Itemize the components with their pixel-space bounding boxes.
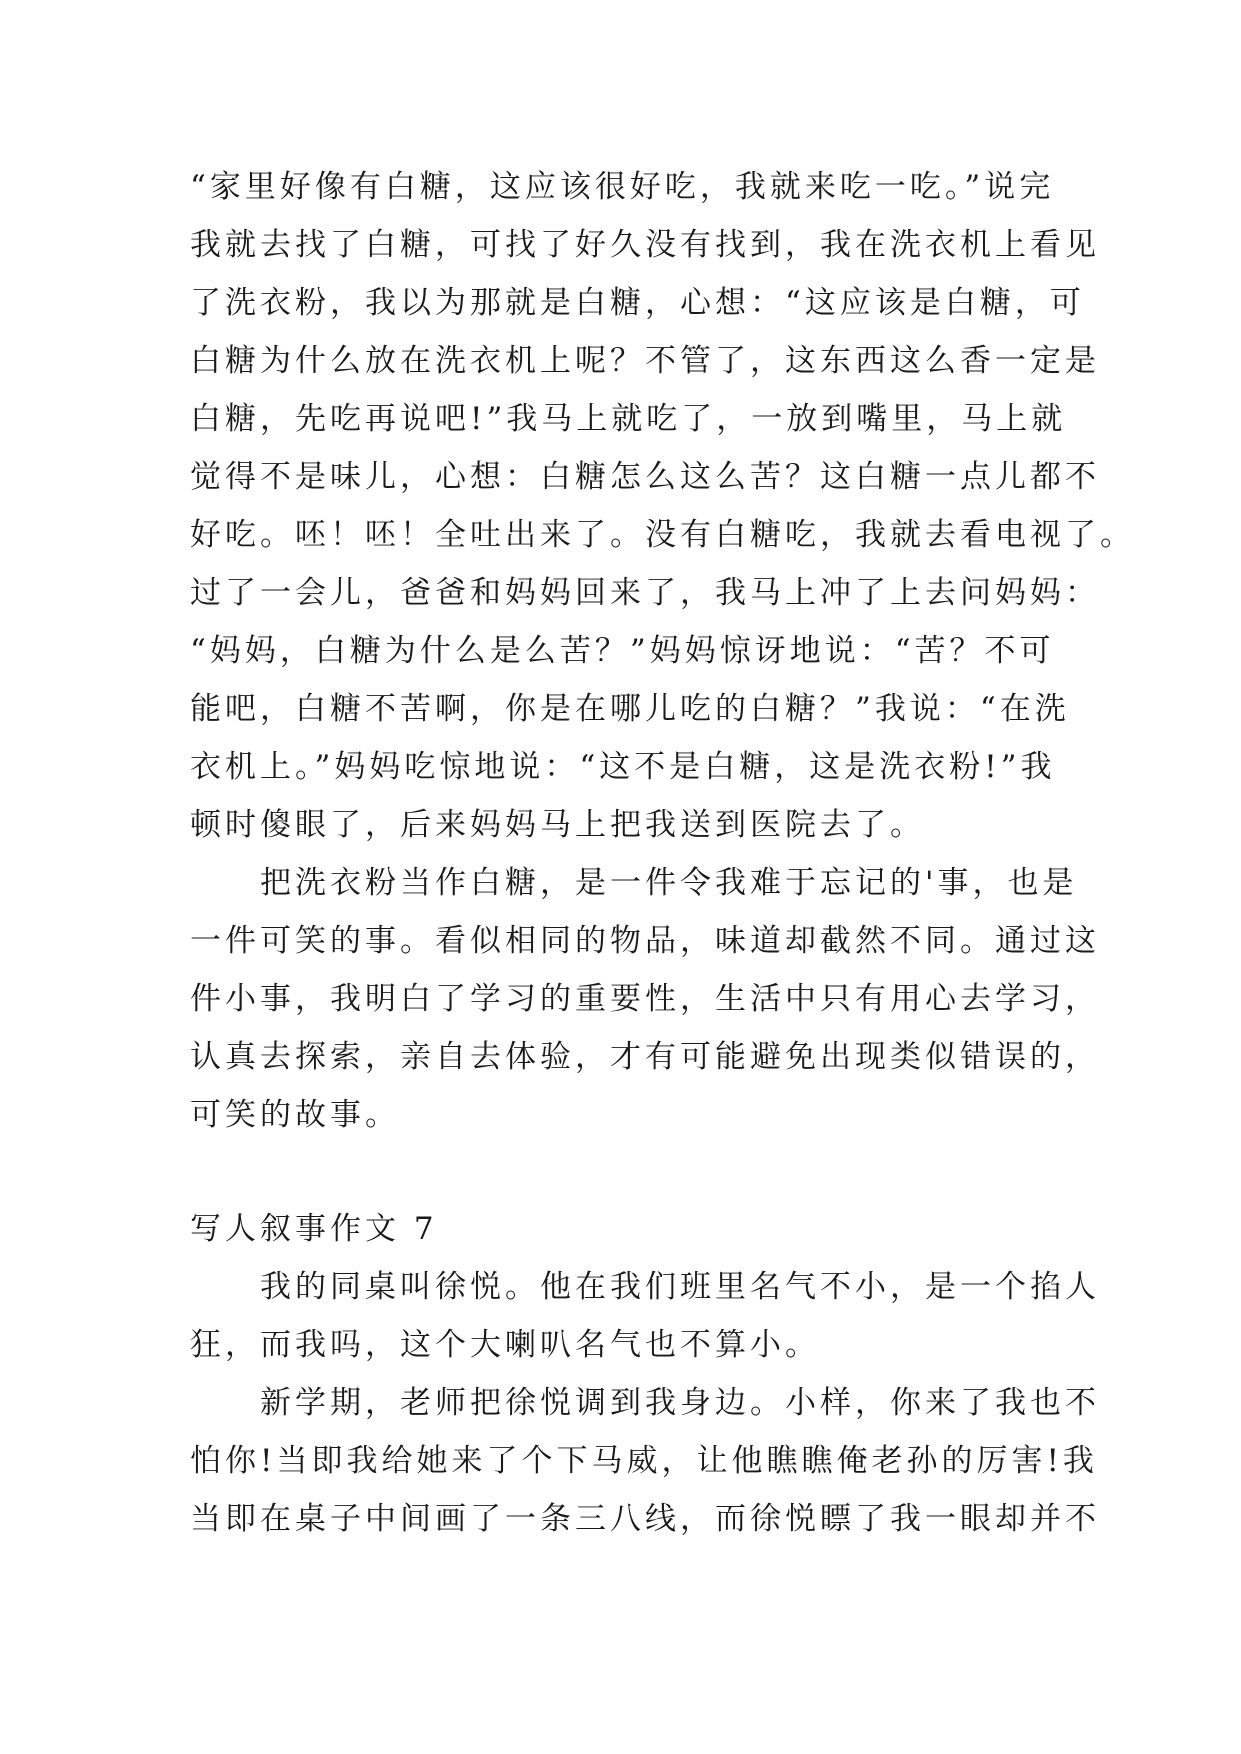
text-line: 我的同桌叫徐悦。他在我们班里名气不小，是一个掐人 bbox=[260, 1269, 1100, 1305]
text-line: 我就去找了白糖，可找了好久没有找到，我在洗衣机上看见 bbox=[190, 227, 1100, 263]
text-line: 顿时傻眼了，后来妈妈马上把我送到医院去了。 bbox=[190, 807, 925, 843]
text-line: 过了一会儿，爸爸和妈妈回来了，我马上冲了上去问妈妈： bbox=[190, 575, 1100, 611]
paragraph-1 bbox=[190, 158, 1135, 854]
text-line: 狂，而我吗，这个大喇叭名气也不算小。 bbox=[190, 1327, 820, 1363]
text-line: 怕你!当即我给她来了个下马威，让他瞧瞧俺老孙的厉害!我 bbox=[190, 1443, 1098, 1479]
text-line: 当即在桌子中间画了一条三八线，而徐悦瞟了我一眼却并不 bbox=[190, 1501, 1100, 1537]
text-line: 觉得不是味儿，心想：白糖怎么这么苦？这白糖一点儿都不 bbox=[190, 459, 1100, 495]
text-line: 一件可笑的事。看似相同的物品，味道却截然不同。通过这 bbox=[190, 923, 1100, 959]
text-line: 新学期，老师把徐悦调到我身边。小样，你来了我也不 bbox=[260, 1385, 1100, 1421]
text-line: 了洗衣粉，我以为那就是白糖，心想：“这应该是白糖，可 bbox=[190, 285, 1085, 321]
document-body bbox=[190, 158, 1135, 1548]
paragraph-4 bbox=[190, 1374, 1100, 1548]
text-line: “妈妈，白糖为什么是么苦？”妈妈惊讶地说：“苦？不可 bbox=[190, 633, 1055, 669]
text-line: 把洗衣粉当作白糖，是一件令我难于忘记的'事，也是 bbox=[260, 865, 1078, 901]
section-spacer bbox=[190, 1144, 1060, 1200]
text-line: 能吧，白糖不苦啊，你是在哪儿吃的白糖？”我说：“在洗 bbox=[190, 691, 1070, 727]
text-line: 认真去探索，亲自去体验，才有可能避免出现类似错误的， bbox=[190, 1039, 1100, 1075]
text-line: 好吃。呸！呸！全吐出来了。没有白糖吃，我就去看电视了。 bbox=[190, 517, 1135, 553]
text-line: 可笑的故事。 bbox=[190, 1097, 400, 1133]
text-line: 件小事，我明白了学习的重要性，生活中只有用心去学习， bbox=[190, 981, 1100, 1017]
text-line: 衣机上。”妈妈吃惊地说：“这不是白糖，这是洗衣粉!”我 bbox=[190, 749, 1056, 785]
text-line: 白糖，先吃再说吧!”我马上就吃了，一放到嘴里，马上就 bbox=[190, 401, 1067, 437]
text-line: 白糖为什么放在洗衣机上呢？不管了，这东西这么香一定是 bbox=[190, 343, 1100, 379]
paragraph-2 bbox=[190, 854, 1100, 1144]
section-title: 写人叙事作文 7 bbox=[190, 1211, 438, 1247]
text-line: “家里好像有白糖，这应该很好吃，我就来吃一吃。”说完 bbox=[190, 169, 1055, 205]
paragraph-3 bbox=[190, 1258, 1100, 1374]
